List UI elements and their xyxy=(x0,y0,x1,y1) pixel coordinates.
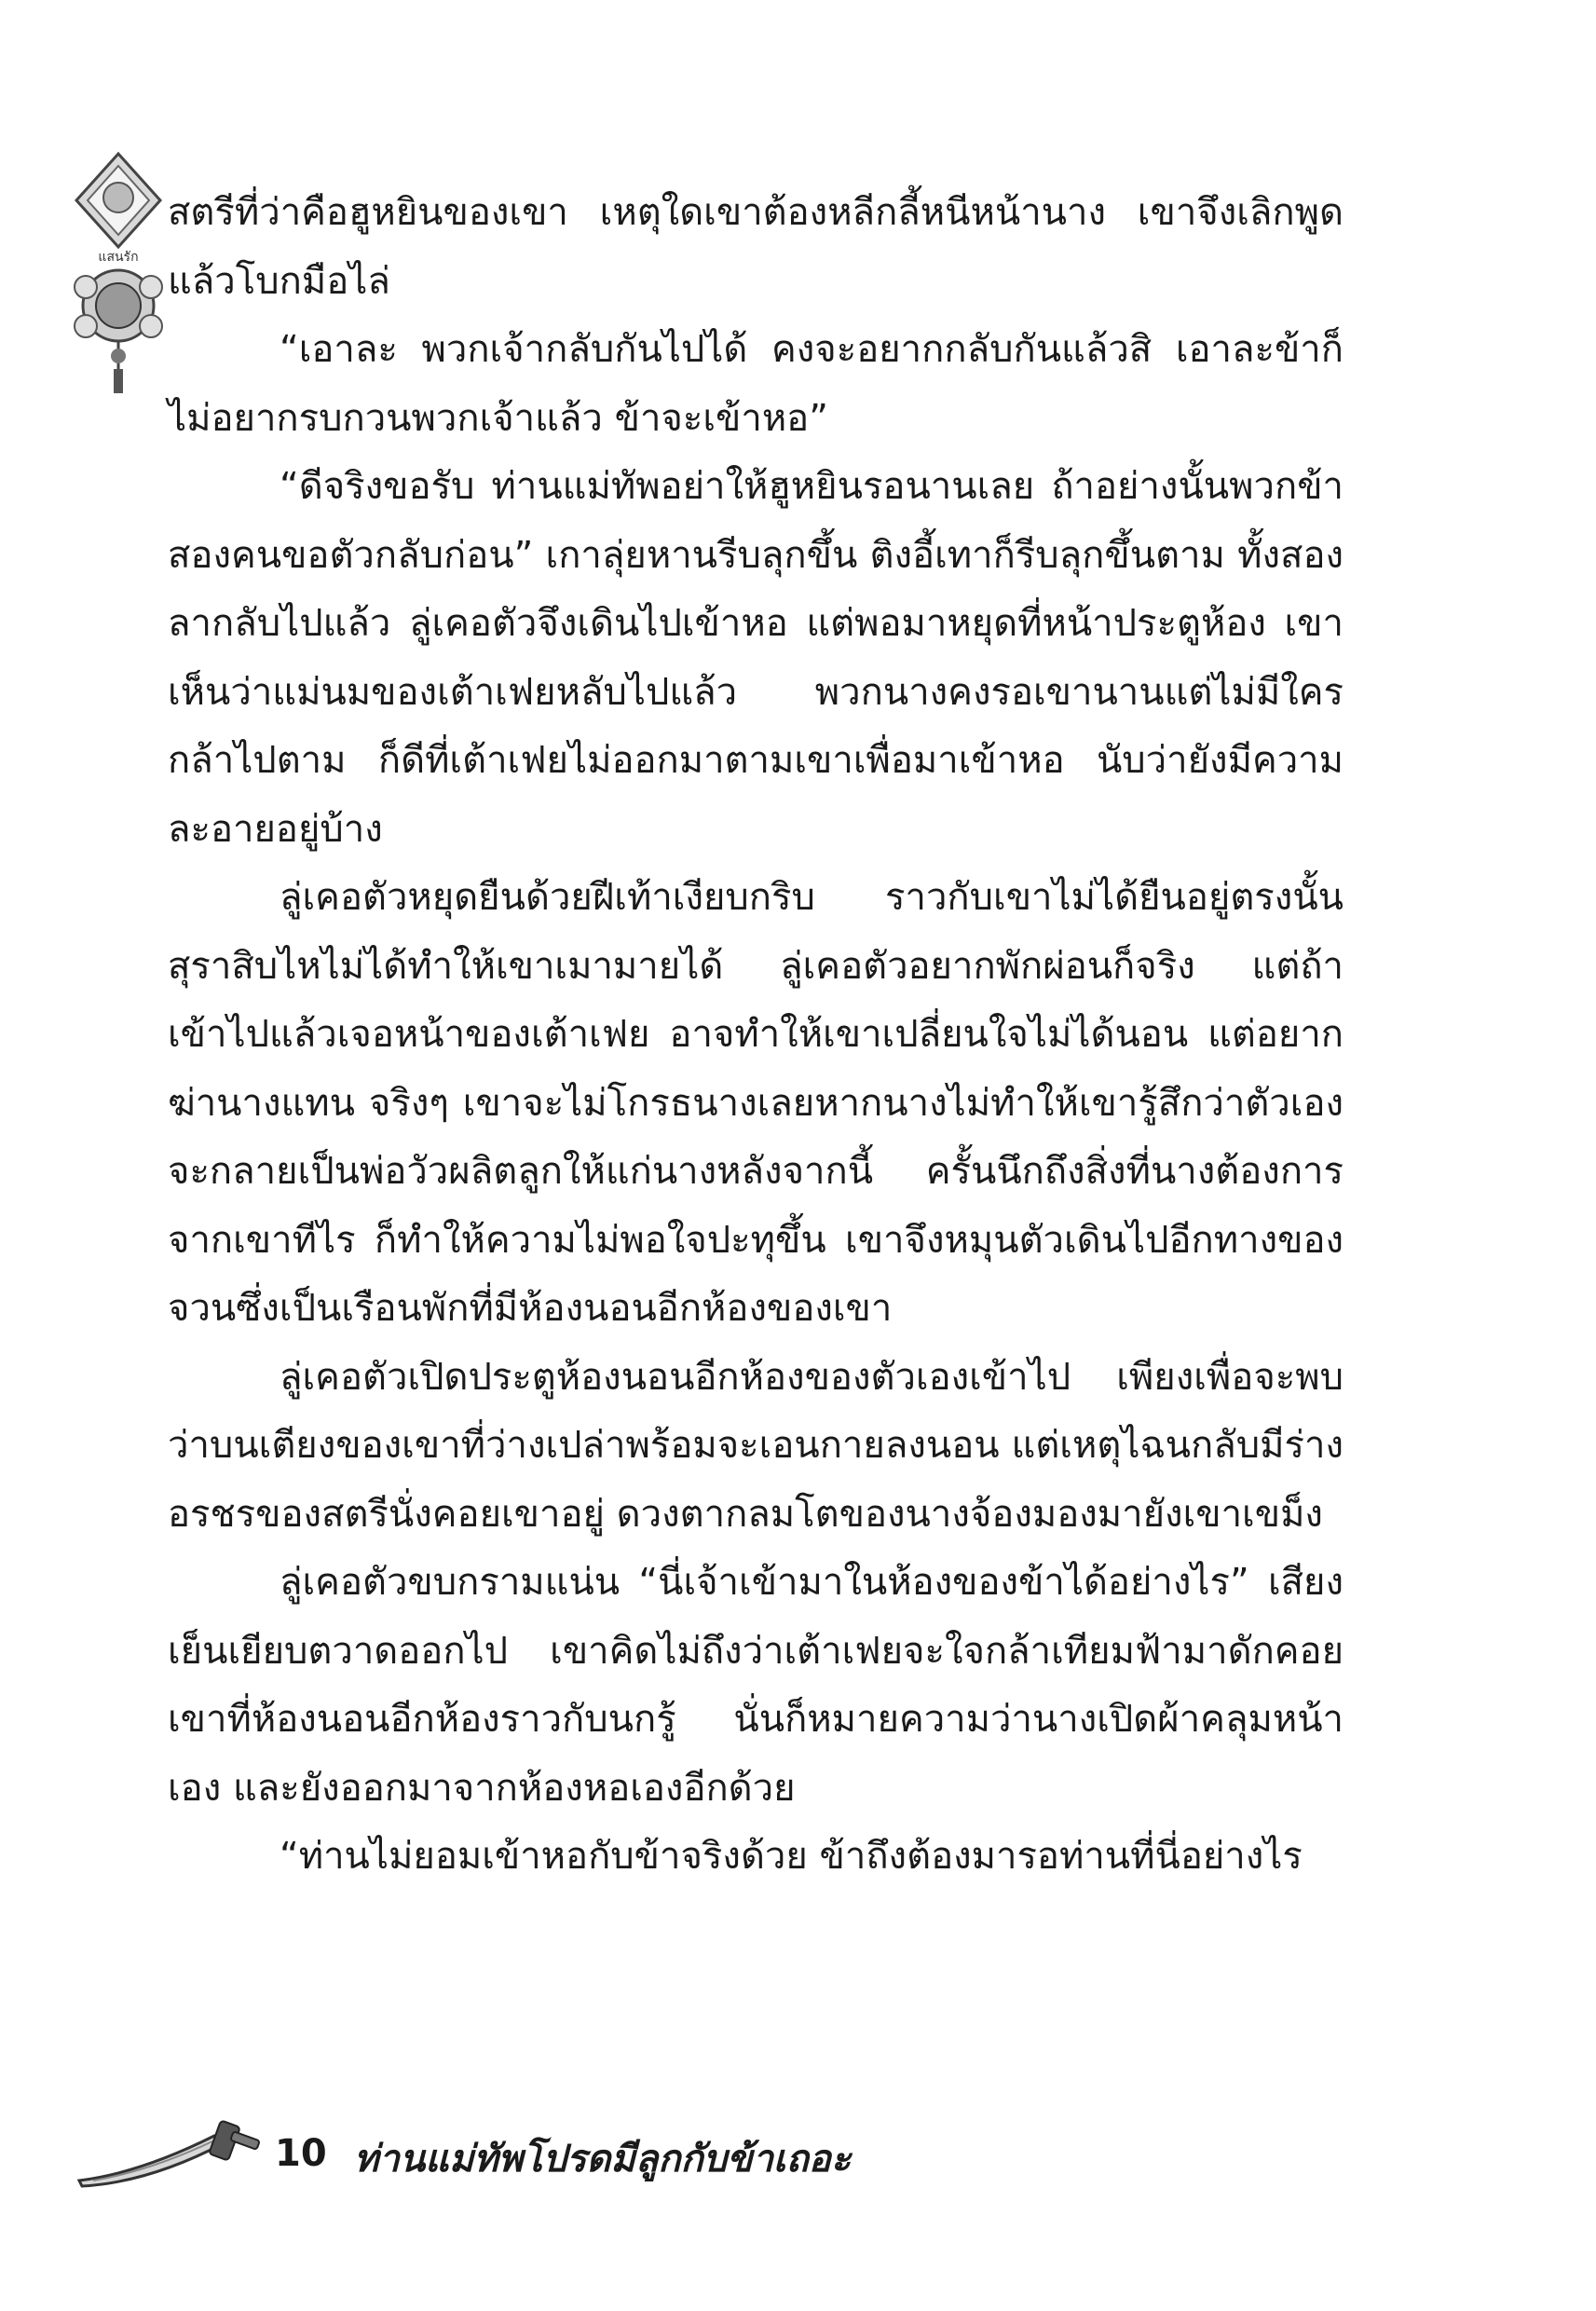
chapter-body xyxy=(168,179,1344,1892)
paragraph: “เอาละ พวกเจ้ากลับกันไปได้ คงจะอยากกลับกันแล้วสิ เอาละข้าก็ไม่อยากรบกวนพวกเจ้าแล้ว ข้าจะเข้าหอ” xyxy=(168,328,1344,440)
paragraph: สตรีที่ว่าคือฮูหยินของเขา เหตุใดเขาต้องหลีกลี้หนีหน้านาง เขาจึงเลิกพูดแล้วโบกมือไล่ xyxy=(168,191,1344,303)
book-title: ท่านแม่ทัพโปรดมีลูกกับข้าเถอะ xyxy=(354,2137,852,2181)
paragraph: “ดีจริงขอรับ ท่านแม่ทัพอย่าให้ฮูหยินรอนานเลย ถ้าอย่างนั้นพวกข้าสองคนขอตัวกลับก่อน” เกาลุ่ยหานรีบลุกขึ้น ติงอี้เทาก็รีบลุกขึ้นตาม ทั้งสองลากลับไปแล้ว ลู่เคอตัวจึงเดินไปเข้าหอ แต่พอมาหยุดที่หน้าประตูห้อง เขาเห็นว่าแม่นมของเต้าเฟยหลับไปแล้ว พวกนางคงรอเขานานแต่ไม่มีใครกล้าไปตาม ก็ดีที่เต้าเฟยไม่ออกมาตามเขาเพื่อมาเข้าหอ นับว่ายังมีความละอายอยู่บ้าง xyxy=(168,465,1344,851)
logo-lettering: แสนรัก xyxy=(98,250,139,265)
paragraph: ลู่เคอตัวเปิดประตูห้องนอนอีกห้องของตัวเองเข้าไป เพียงเพื่อจะพบว่าบนเตียงของเขาที่ว่างเปล่าพร้อมจะเอนกายลงนอน แต่เหตุไฉนกลับมีร่างอรชรของสตรีนั่งคอยเขาอยู่ ดวงตากลมโตของนางจ้องมองมายังเขาเขม็ง xyxy=(168,1355,1344,1536)
page-number: 10 xyxy=(275,2132,327,2175)
sword-icon xyxy=(75,2115,270,2190)
paragraph: “ท่านไม่ยอมเข้าหอกับข้าจริงด้วย ข้าถึงต้องมารอท่านที่นี่อย่างไร xyxy=(280,1835,1303,1878)
page-footer xyxy=(75,2115,913,2199)
paragraph: ลู่เคอตัวหยุดยืนด้วยฝีเท้าเงียบกริบ ราวกับเขาไม่ได้ยืนอยู่ตรงนั้น สุราสิบไหไม่ได้ทำให้เขาเมามายได้ ลู่เคอตัวอยากพักผ่อนก็จริง แต่ถ้าเข้าไปแล้วเจอหน้าของเต้าเฟย อาจทำให้เขาเปลี่ยนใจไม่ได้นอน แต่อยากฆ่านางแทน จริงๆ เขาจะไม่โกรธนางเลยหากนางไม่ทำให้เขารู้สึกว่าตัวเองจะกลายเป็นพ่อวัวผลิตลูกให้แก่นางหลังจากนี้ ครั้นนึกถึงสิ่งที่นางต้องการจากเขาทีไร ก็ทำให้ความไม่พอใจปะทุขึ้น เขาจึงหมุนตัวเดินไปอีกทางของจวนซึ่งเป็นเรือนพักที่มีห้องนอนอีกห้องของเขา xyxy=(168,876,1344,1330)
paragraph: ลู่เคอตัวขบกรามแน่น “นี่เจ้าเข้ามาในห้องของข้าได้อย่างไร” เสียงเย็นเยียบตวาดออกไป เขาคิดไม่ถึงว่าเต้าเฟยจะใจกล้าเทียมฟ้ามาดักคอยเขาที่ห้องนอนอีกห้องราวกับนกรู้ นั่นก็หมายความว่านางเปิดผ้าคลุมหน้าเอง และยังออกมาจากห้องหอเองอีกด้วย xyxy=(168,1561,1344,1810)
publisher-logo xyxy=(58,149,179,401)
